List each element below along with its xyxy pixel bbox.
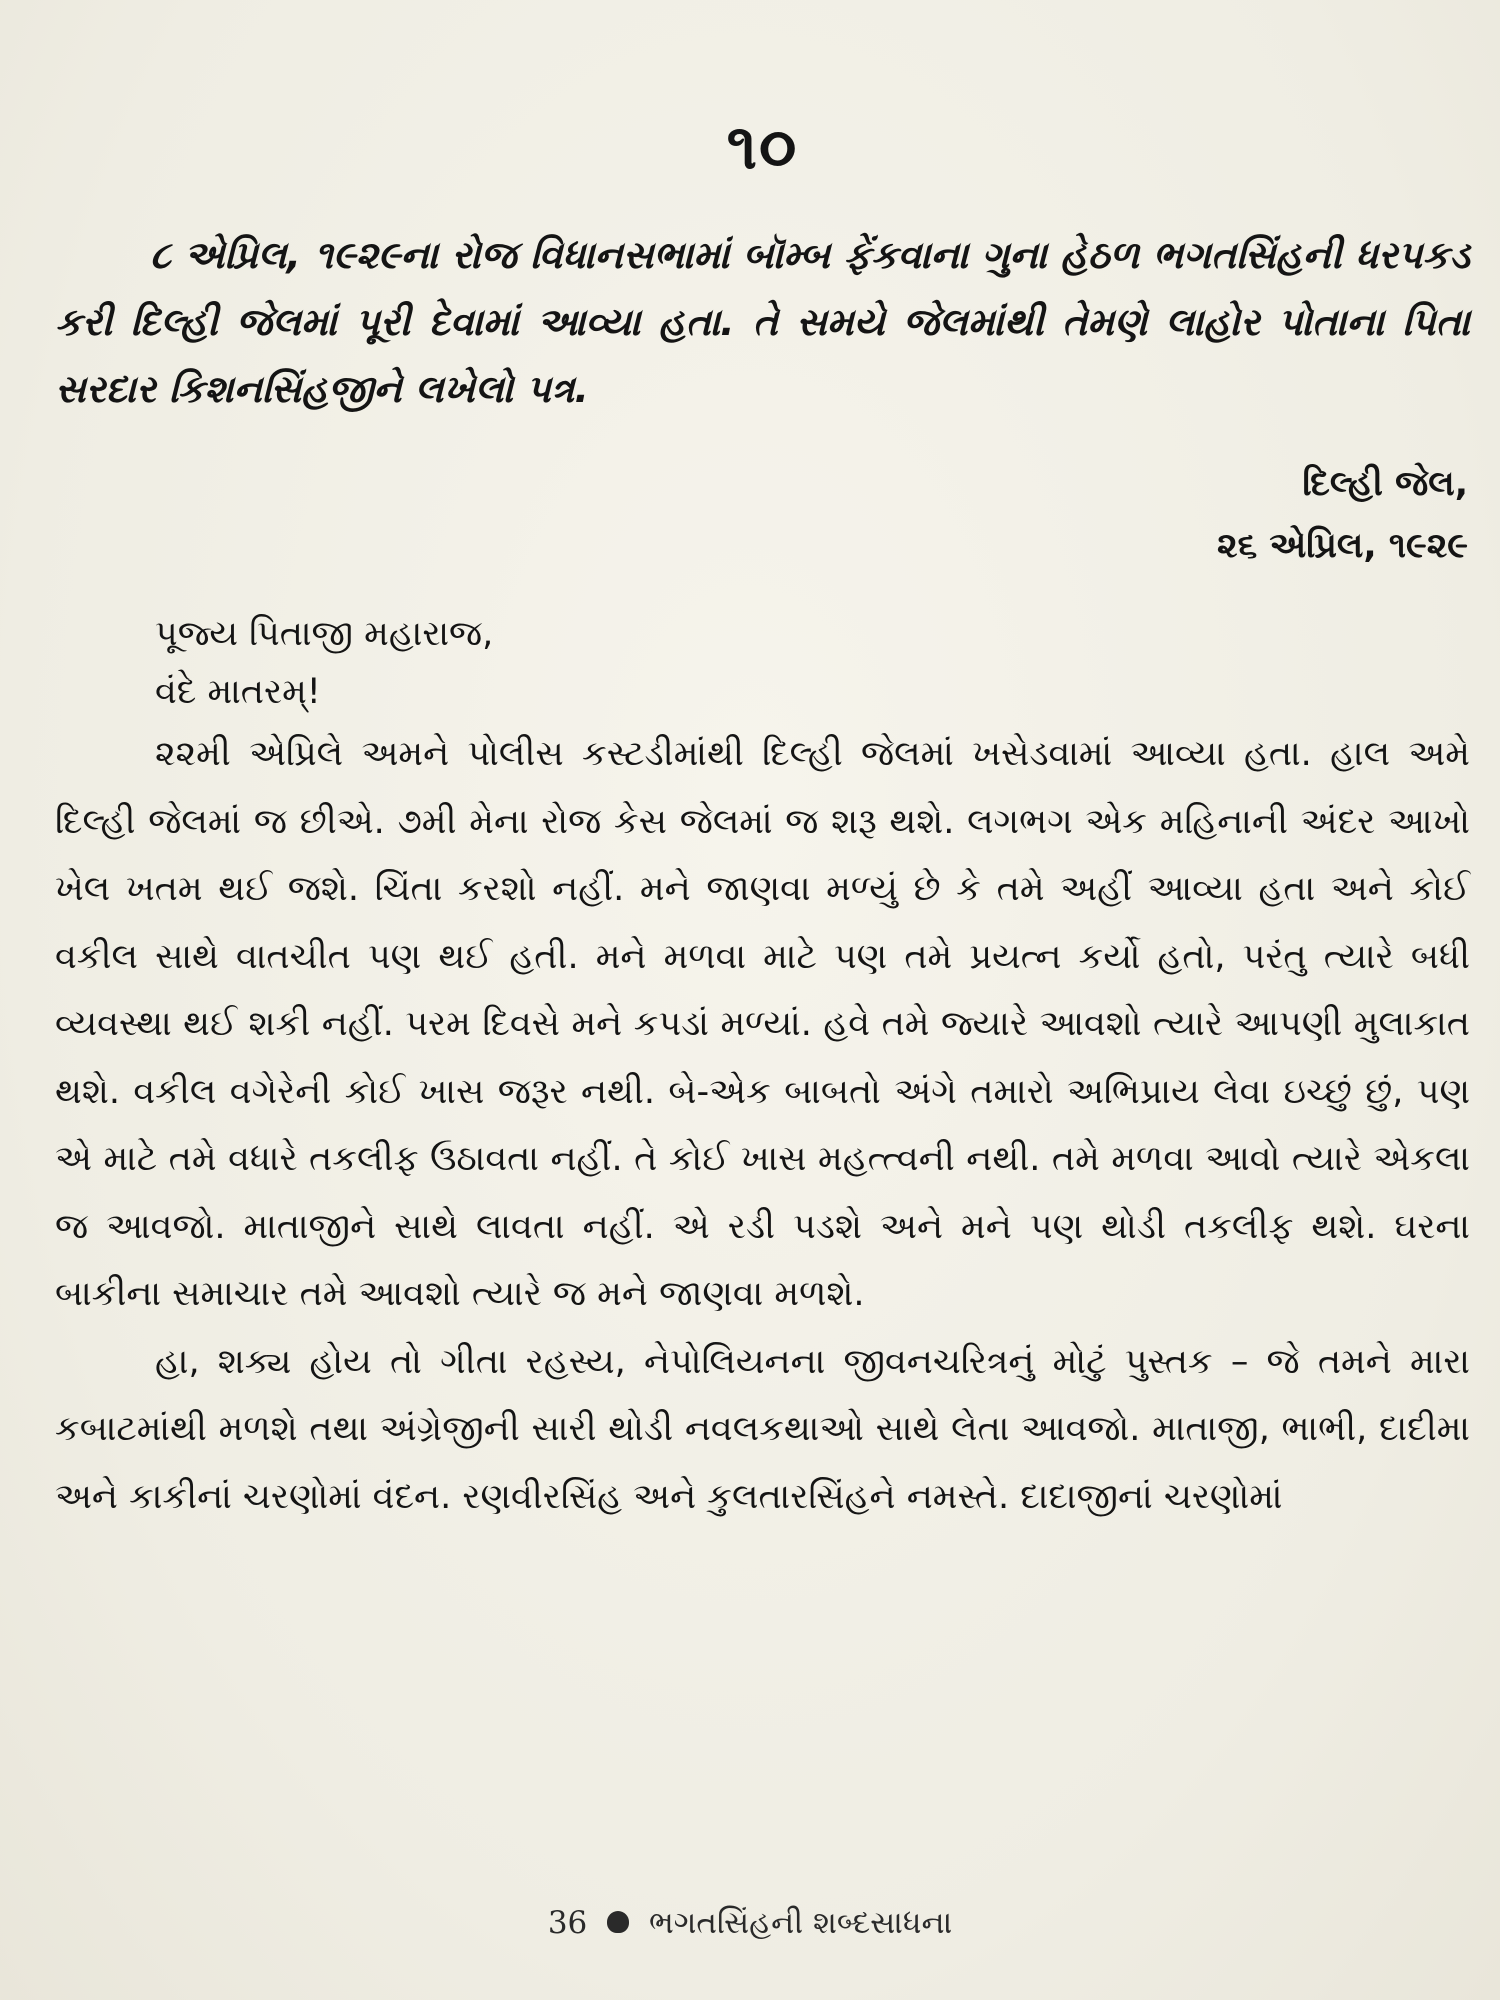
letter-dateline [55, 453, 1470, 577]
letter-paragraph-1: ૨૨મી એપ્રિલે અમને પોલીસ કસ્ટડીમાંથી દિલ્હી જેલમાં ખસેડવામાં આવ્યા હતા. હાલ અમે દિલ્હી જેલમાં જ છીએ. ૭મી મેના રોજ કેસ જેલમાં જ શરૂ થશે. લગભગ એક મહિનાની અંદર આખો ખેલ ખતમ થઈ જશે. ચિંતા કરશો નહીં. મને જાણવા મળ્યું છે કે તમે અહીં આવ્યા હતા અને કોઈ વકીલ સાથે વાતચીત પણ થઈ હતી. મને મળવા માટે પણ તમે પ્રયત્ન કર્યો હતો, પરંતુ ત્યારે બધી વ્યવસ્થા થઈ શકી નહીં. પરમ દિવસે મને કપડાં મળ્યાં. હવે તમે જ્યારે આવશો ત્યારે આપણી મુલાકાત થશે. વકીલ વગેરેની કોઈ ખાસ જરૂર નથી. બે-એક બાબતો અંગે તમારો અભિપ્રાય લેવા ઇચ્છું છું, પણ એ માટે તમે વધારે તકલીફ ઉઠાવતા નહીં. તે કોઈ ખાસ મહત્ત્વની નથી. તમે મળવા આવો ત્યારે એકલા જ આવજો. માતાજીને સાથે લાવતા નહીં. એ રડી પડશે અને મને પણ થોડી તકલીફ થશે. ઘરના બાકીના સમાચાર તમે આવશો ત્યારે જ મને જાણવા મળશે. [55, 734, 1470, 1314]
book-title: ભગતસિંહની શબ્દસાધના [648, 1905, 953, 1941]
chapter-number: ૧૦ [726, 110, 799, 183]
salutation-line-1: પૂજ્ય પિતાજી મહારાજ, [155, 614, 494, 654]
page-footer [0, 1905, 1500, 1942]
chapter-intro: ૮ એપ્રિલ, ૧૯૨૯ના રોજ વિધાનસભામાં બૉમ્બ ફેંકવાના ગુના હેઠળ ભગતસિંહની ધરપકડ કરી દિલ્હી જેલમાં પૂરી દેવામાં આવ્યા હતા. તે સમયે જેલમાંથી તેમણે લાહોર પોતાના પિતા સરદાર કિશનસિંહજીને લખેલો પત્ર. [55, 233, 1470, 411]
dateline-date: ૨૬ એપ્રિલ, ૧૯૨૯ [1217, 526, 1468, 566]
letter-salutation [55, 605, 1470, 721]
dateline-place: દિલ્હી જેલ, [1302, 464, 1468, 504]
letter-paragraph-2: હા, શક્ય હોય તો ગીતા રહસ્ય, નેપોલિયનના જીવનચરિત્રનું મોટું પુસ્તક – જે તમને મારા કબાટમાંથી મળશે તથા અંગ્રેજીની સારી થોડી નવલકથાઓ સાથે લેતા આવજો. માતાજી, ભાભી, દાદીમા અને કાકીનાં ચરણોમાં વંદન. રણવીરસિંહ અને કુલતારસિંહને નમસ્તે. દાદાજીનાં ચરણોમાં [55, 1341, 1470, 1517]
salutation-line-2: વંદે માતરમ્! [155, 672, 321, 712]
page-number: 36 [547, 1905, 588, 1941]
apple-icon [607, 1911, 629, 1933]
letter-body [55, 721, 1470, 1531]
